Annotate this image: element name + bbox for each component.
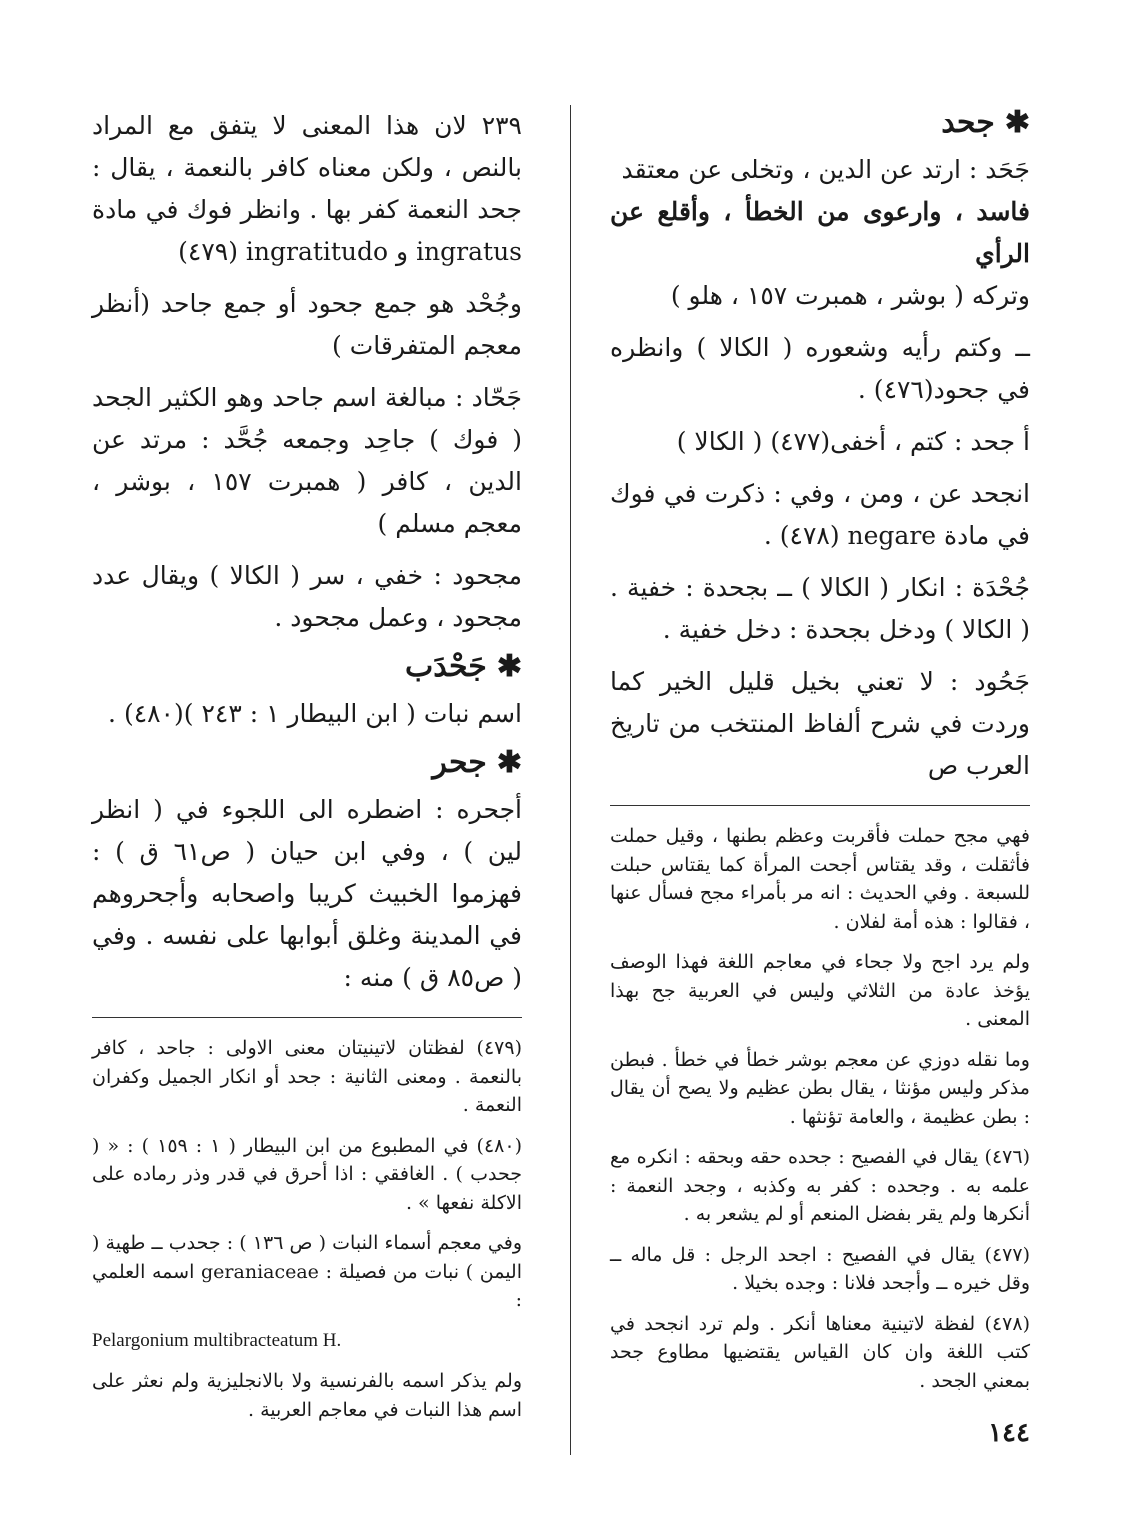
entry-line: اسم نبات ( ابن البيطار ١ : ٢٤٣ )(٤٨٠) . (108, 699, 522, 728)
entry-line: ٢٣٩ لان هذا المعنى لا يتفق مع المراد بالنص ، ولكن معناه كافر بالنعمة ، يقال : جحد النعمة كفر بها . وانظر فوك في مادة ingratus و ingratitudo (٤٧٩) (92, 111, 522, 266)
headword-jahdab (92, 649, 522, 685)
asterisk-icon: ✱ (1004, 105, 1030, 140)
page-number: ١٤٤ (988, 1418, 1030, 1448)
footnotes-left (92, 1034, 522, 1424)
entry-jahr (92, 789, 522, 999)
entry-line: جُحْدَة : انكار ( الكالا ) ــ بجحدة : خفية . ( الكالا ) ودخل بجحدة : دخل خفية . (610, 573, 1030, 644)
footnote-477: (٤٧٧) يقال في الفصيح : اجحد الرجل : قل ماله ــ وقل خيره ــ وأجحد فلانا : وجده بخيلا . (610, 1243, 1030, 1294)
headword-text: جحر (432, 745, 487, 780)
entry-jahada (610, 149, 1030, 787)
entry-line: جَحُود : لا تعني بخيل قليل الخير كما وردت في شرح ألفاظ المنتخب من تاريخ العرب ص (610, 667, 1030, 780)
footnote-478: (٤٧٨) لفظة لاتينية معناها أنكر . ولم ترد انجحد في كتب اللغة وان كان القياس يقتضيها مطاوع جحد بمعني الجحد . (610, 1312, 1030, 1392)
headword-text: جَحْدَب (404, 649, 487, 684)
entry-line: فاسد ، وارعوى من الخطأ ، وأقلع عن الرأي (610, 197, 1030, 268)
footnote-rule (610, 805, 1030, 806)
entry-line: أ جحد : كتم ، أخفى(٤٧٧) ( الكالا ) (676, 427, 1030, 456)
headword-jahada (610, 105, 1030, 141)
entry-continued (92, 105, 522, 639)
latin-name: Pelargonium multibracteatum H. (92, 1329, 342, 1351)
entry-line: ــ وكتم رأيه وشعوره ( الكالا ) وانظره في جحود(٤٧٦) . (610, 333, 1030, 404)
entry-line: جَحَد : ارتد عن الدين ، وتخلى عن معتقد (621, 155, 1030, 184)
asterisk-icon: ✱ (496, 745, 522, 780)
footnote: ولم يذكر اسمه بالفرنسية ولا بالانجليزية ولم نعثر على اسم هذا النبات في معاجم العربية . (92, 1370, 522, 1421)
footnote: ولم يرد اجح ولا جحاء في معاجم اللغة فهذا الوصف يؤخذ عادة من الثلاثي وليس في العربية جح بهذا المعنى . (610, 951, 1030, 1030)
entry-line: مجحود : خفي ، سر ( الكالا ) ويقال عدد مجحود ، وعمل مجحود . (92, 561, 522, 632)
entry-jahdab (92, 693, 522, 735)
footnote-480: (٤٨٠) في المطبوع من ابن البيطار ( ١ : ١٥٩ ) : « ( جحدب ) . الغافقي : اذا أحرق في قدر وذر رماده على الاكلة نفعها » . (92, 1134, 522, 1214)
asterisk-icon: ✱ (496, 649, 522, 684)
footnote-476: (٤٧٦) يقال في الفصيح : جحده حقه وبحقه : انكره مع علمه به . وجحده : كفر به وكذبه ، وجحد النعمة : أنكرها ولم يقر بفضل المنعم أو لم يشعر به . (610, 1146, 1030, 1225)
footnote: وفي معجم أسماء النبات ( ص ١٣٦ ) : جحدب ــ طهية ( اليمن ) نبات من فصيلة : geraniaceae اسمه العلمي : (92, 1232, 522, 1311)
headword-text: جحد (941, 105, 995, 140)
entry-line: جَحّاد : مبالغة اسم جاحد وهو الكثير الجحد ( فوك ) جاحِد وجمعه جُحَّد : مرتد عن الدين ، كافر ( همبرت ١٥٧ ، بوشر ، معجم مسلم ) (92, 383, 522, 538)
entry-line: انجحد عن ، ومن ، وفي : ذكرت في فوك في مادة negare (٤٧٨) . (610, 479, 1030, 550)
entry-line: وتركه ( بوشر ، همبرت ١٥٧ ، هلو ) (670, 281, 1030, 310)
headword-jahr (92, 745, 522, 781)
left-column (92, 105, 522, 1436)
footnotes-right (610, 822, 1030, 1395)
entry-line: وجُحْد هو جمع جحود أو جمع جاحد (أنظر معجم المتفرقات ) (92, 289, 522, 360)
footnote: وما نقله دوزي عن معجم بوشر خطأ في خطأ . فبطن مذكر وليس مؤنثا ، يقال بطن عظيم ولا يصح أن يقال : بطن عظيمة ، والعامة تؤنثها . (610, 1048, 1030, 1128)
footnote-479: (٤٧٩) لفظتان لاتينيتان معنى الاولى : جاحد ، كافر بالنعمة . ومعنى الثانية : جحد أو انكار الجميل وكفران النعمة . (92, 1037, 522, 1116)
right-column (610, 105, 1030, 1407)
footnote-rule (92, 1017, 522, 1018)
entry-line: أجحره : اضطره الى اللجوء في ( انظر لين ) ، وفي ابن حيان ( ص٦١ ق ) : فهزموا الخبيث كريبا واصحابه وأجحروهم في المدينة وغلق أبوابها على نفسه . وفي ( ص٨٥ ق ) منه : (92, 795, 523, 992)
footnote: فهي مجح حملت فأقربت وعظم بطنها ، وقيل حملت فأثقلت ، وقد يقتاس أجحت المرأة كما يقتاس حبلت للسبعة . وفي الحديث : انه مر بأمراء مجح فسأل عنها ، فقالوا : هذه أمة لفلان . (610, 825, 1030, 933)
column-divider (570, 105, 571, 1455)
